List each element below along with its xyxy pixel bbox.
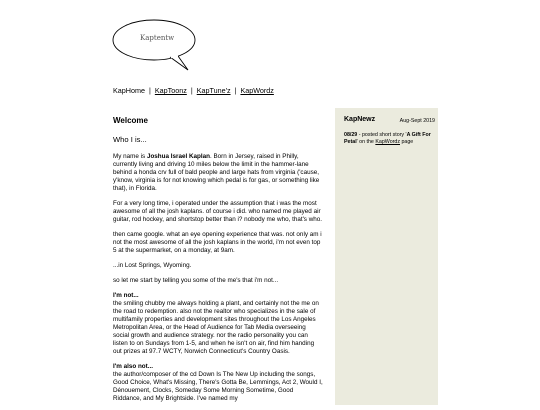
intro-text-cont: . Born in Jersey, raised in Philly, currently living and driving 10 miles below the limit in the hammer-lane behind a honda crv full of bald people and large hats from virginia ('cause, y'know, virginia is for not knowing which pedal is for gas, or something like that), in Florida. bbox=[113, 153, 320, 192]
nav-home: KapHome bbox=[113, 86, 145, 95]
sidebar-date: Aug-Sept 2019 bbox=[399, 118, 435, 124]
nav-separator: | bbox=[190, 86, 193, 95]
nav-link-kapwordz[interactable]: KapWordz bbox=[240, 86, 274, 95]
news-text: ' on the bbox=[356, 138, 376, 145]
paragraph: then came google. what an eye opening experience that was. not only am i not the most awesome of all the josh kaplans in the world, i'm not even top 5 at the supermarket, on a monday, at 9am. bbox=[113, 231, 322, 254]
section-body: the author/composer of the cd Down Is The New Up including the songs, Good Choice, What's Missing, There's Gotta Be, Lemmings, Act 2, Would I, Dénouement, Clocks, Someday Some Morning Sometime, Good Riddance, and My Brightside. I've named my bbox=[113, 371, 323, 402]
paragraph: ...in Lost Springs, Wyoming. bbox=[113, 262, 192, 269]
nav-separator: | bbox=[148, 86, 151, 95]
not-section-2 bbox=[113, 363, 323, 403]
story-title: A Gift For Petal bbox=[344, 132, 431, 145]
section-body: the smiling chubby me always holding a plant, and certainly not the me on the road to redemption. also not the realtor who specializes in the sale of multifamily properties and development sites throughout the Los Angeles Metropolitan Area, or the Head of Audience for Tab Media overseeing social growth and audience strategy. nor the radio personality you can listen to on Sundays from 1-5, and when he isn't on air, find him handing out prizes at 97.7 WCTY, Norwich Connecticut's Country Oasis. bbox=[113, 300, 319, 355]
paragraph: For a very long time, i operated under the assumption that i was the most awesome of all the josh kaplans. of course i did. who named me played air guitar, rod hockey, and shortstop better than i? nobody me who, that's who. bbox=[113, 200, 323, 223]
news-text: - posted short story ' bbox=[357, 132, 407, 138]
intro-paragraph bbox=[113, 153, 323, 193]
news-text: page bbox=[400, 138, 414, 145]
sidebar-header bbox=[344, 117, 435, 124]
paragraph: so let me start by telling you some of the me's that i'm not... bbox=[113, 277, 279, 284]
news-date: 08/29 bbox=[344, 132, 358, 138]
top-nav bbox=[113, 86, 274, 95]
section-heading: I'm also not... bbox=[113, 363, 153, 370]
nav-link-kaptoonz[interactable]: KapToonz bbox=[154, 86, 187, 95]
speech-bubble-icon bbox=[110, 12, 200, 72]
logo-text: Kaptentw bbox=[140, 34, 175, 42]
main-content bbox=[113, 116, 323, 410]
page-title: Welcome bbox=[113, 116, 148, 125]
nav-link-kaptunez[interactable]: KapTune'z bbox=[196, 86, 231, 95]
kapwordz-link[interactable]: KapWordz bbox=[375, 138, 400, 145]
speech-bubble-logo[interactable] bbox=[110, 12, 200, 72]
intro-text: My name is bbox=[113, 153, 147, 160]
nav-separator: | bbox=[234, 86, 237, 95]
not-section-1 bbox=[113, 292, 323, 356]
page-subtitle: Who I is... bbox=[113, 135, 147, 144]
sidebar-title: KapNewz bbox=[344, 116, 376, 123]
news-item bbox=[344, 132, 432, 146]
author-name: Joshua Israel Kaplan bbox=[146, 153, 210, 160]
news-sidebar bbox=[335, 108, 438, 405]
section-heading: I'm not... bbox=[113, 292, 139, 299]
